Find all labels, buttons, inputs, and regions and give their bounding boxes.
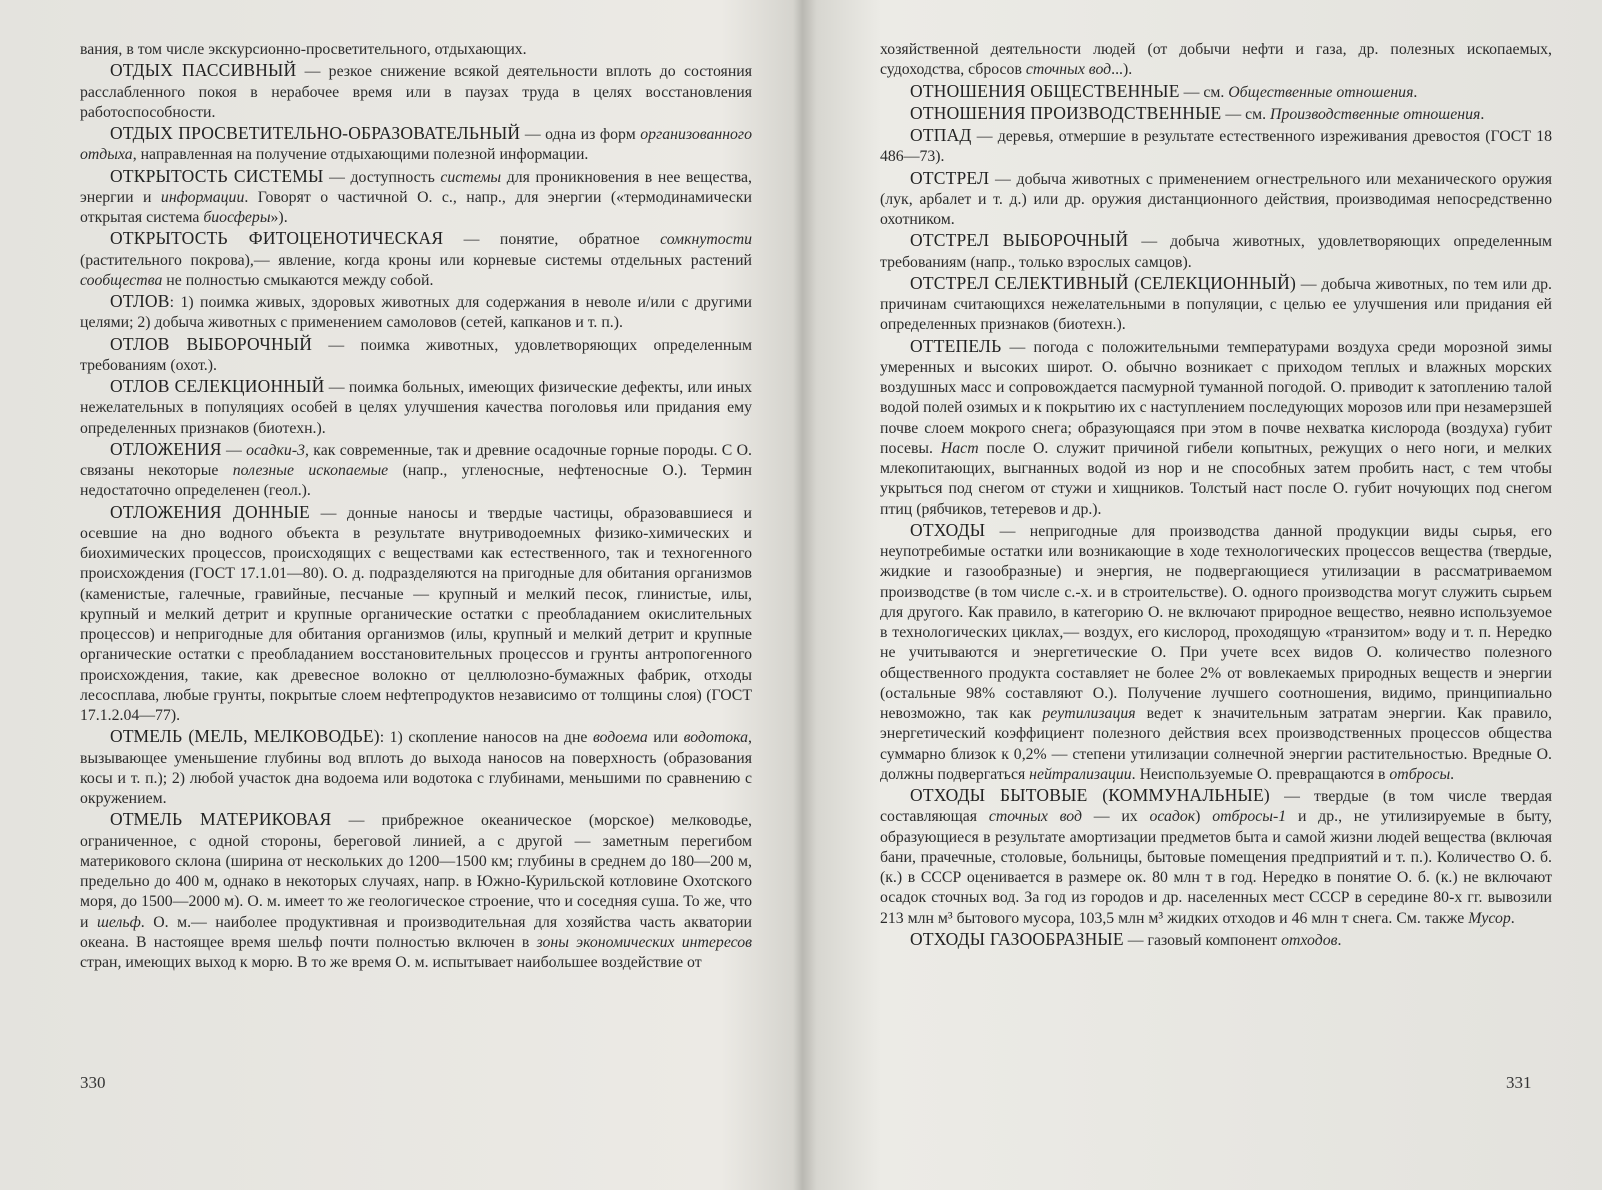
entry-text: — деревья, отмершие в результате естественного изреживания древостоя (ГОСТ 18 486—73). — [880, 128, 1552, 166]
cross-reference: реутилизация — [1042, 705, 1136, 722]
entry-term: ОТДЫХ ПАССИВНЫЙ — [110, 60, 297, 81]
entry-text: . — [1480, 105, 1485, 123]
entry-term: ОТЛОВ ВЫБОРОЧНЫЙ — [110, 333, 313, 354]
cross-reference: зоны экономических интересов — [536, 933, 753, 951]
dictionary-entry — [880, 230, 1552, 273]
entry-text: : 1) скопление наносов на дне — [379, 729, 593, 747]
page-number-right: 331 — [1506, 1073, 1532, 1092]
cross-reference: Производственные отношения — [1270, 105, 1481, 123]
entry-text: . — [1510, 909, 1515, 927]
entry-term: ОТСТРЕЛ ВЫБОРОЧНЫЙ — [910, 230, 1129, 251]
cross-reference: Общественные отношения — [1228, 83, 1414, 101]
cross-reference: Мусор — [1468, 909, 1511, 927]
entry-text: (растительного покрова),— явление, когда кроны или корневые системы отдельных растений — [80, 251, 752, 269]
cross-reference: водоема — [592, 729, 648, 747]
entry-text: ведет к значительным затратам энергии. Как правило, энергетический коэффициент полезного действия всех производственных процессов общества суммарно близок к 0,2% — степени утилизации солнечной энергии растительностью. Вредные О. должны подвергаться — [880, 705, 1552, 783]
entry-text: — резкое снижение всякой деятельности вплоть до состояния расслабленного покоя в нерабочее время или в паузах труда в целях восстановления работоспособности. — [80, 63, 752, 121]
entry-text: после О. служит причиной гибели копытных, режущих о него ноги, и мелких млекопитающих, выгнанных водой из нор и не способных затем пробить наст, с тем чтобы укрыться под снегом от стужи и хищников. Толстый наст после О. губит ночующих под снегом птиц (рябчиков, тетеревов и др.). — [880, 439, 1552, 518]
entry-term: ОТПАД — [910, 125, 972, 145]
entry-text: . Неиспользуемые О. превращаются в — [1131, 765, 1390, 783]
cross-reference: полезные ископаемые — [232, 462, 389, 479]
entry-text: ) — [1195, 808, 1213, 826]
dictionary-entry — [80, 40, 752, 60]
dictionary-entry — [80, 291, 752, 334]
cross-reference: отбросы-1 — [1212, 808, 1287, 826]
entry-text: — твердые (в том числе твердая составляющая — [880, 788, 1552, 826]
entry-text: — понятие, обратное — [443, 231, 661, 249]
entry-term: ОТКРЫТОСТЬ ФИТОЦЕНОТИЧЕСКАЯ — [110, 228, 444, 249]
entry-text: — см. — [1179, 83, 1229, 101]
dictionary-entry — [880, 81, 1552, 103]
entry-text: не полностью смыкаются между собой. — [162, 271, 434, 289]
dictionary-entry — [880, 929, 1552, 951]
entry-text: — см. — [1221, 105, 1271, 123]
dictionary-entry — [80, 439, 752, 502]
entry-term: ОТСТРЕЛ — [910, 167, 990, 188]
cross-reference: сточных вод — [988, 808, 1082, 826]
entry-term: ОТЛОВ СЕЛЕКЦИОННЫЙ — [110, 376, 325, 396]
dictionary-entry — [880, 125, 1552, 168]
entry-text: : 1) поимка живых, здоровых животных для содержания в неволе и/или с другими целями; 2) добыча животных с применением самоловов (сетей, капканов и т. п.). — [80, 294, 752, 332]
entry-text: . — [1337, 931, 1342, 949]
dictionary-entry — [80, 726, 752, 809]
entry-text: или — [647, 729, 684, 747]
entry-term: ОТЛОВ — [110, 291, 170, 311]
entry-text: — непригодные для производства данной продукции виды сырья, его неупотребимые остатки или возникающие в ходе технологических процессов вещества (твердые, жидкие и газообразные) и энергия, не подвергающиеся утилизации в рассматриваемом производстве (в том числе с.-х. и в строительстве). О. одного производства могут служить сырьем для другого. Как правило, в категорию О. не включают природное вещество, неявно используемое в технологических циклах,— воздух, его кислород, проходящую «транзитом» воду и т. п. Нередко не учитываются и энергетические О. При учете всех видов О. количество полезного общественного продукта составляет не более 2% от вовлекаемых природных веществ и энергии (остальные 98% составляют О.). Получение лучшего соотношения, видимо, принципиально невозможно, так как — [880, 522, 1552, 722]
dictionary-entry — [880, 336, 1552, 520]
cross-reference: шельф — [96, 913, 141, 931]
cross-reference: системы — [440, 168, 502, 186]
cross-reference: биосферы — [203, 209, 271, 226]
entry-term: ОТТЕПЕЛЬ — [910, 335, 1002, 356]
left-page — [80, 40, 752, 1180]
dictionary-entry — [80, 376, 752, 439]
entry-text: и др., не утилизируемые в быту, образующиеся в результате амортизации предметов быта и самой жизни людей вещества (включая бани, прачечные, столовые, больницы, бытовые помещения предприятий и т. п.). Количество О. б. (к.) в СССР оценивается в размере ок. 80 млн т в год. Нередко в понятие О. б. (к.) не включают осадок сточных вод. За год из городов и др. населенных мест СССР в середине 80-х гг. вывозили 213 млн м³ бытового мусора, 103,5 млн м³ жидких отходов и 46 млн т снега. См. также — [880, 808, 1552, 927]
dictionary-entry — [880, 273, 1552, 336]
entry-text: — газовый компонент — [1123, 931, 1282, 949]
right-page — [880, 40, 1552, 1180]
entry-term: ОТКРЫТОСТЬ СИСТЕМЫ — [110, 165, 324, 186]
entry-term: ОТНОШЕНИЯ ОБЩЕСТВЕННЫЕ — [910, 80, 1180, 101]
dictionary-entry — [80, 60, 752, 123]
cross-reference: осадки-3 — [246, 441, 305, 459]
entry-text: — добыча животных, удовлетворяющих определенным требованиям (напр., только взрослых самцов). — [880, 233, 1552, 271]
entry-text: . — [1413, 83, 1418, 101]
entry-term: ОТНОШЕНИЯ ПРОИЗВОДСТВЕННЫЕ — [910, 102, 1222, 123]
entry-text: . — [1450, 765, 1455, 783]
dictionary-entry — [880, 103, 1552, 125]
cross-reference: отходов — [1281, 931, 1338, 949]
cross-reference: сомкнутости — [660, 231, 752, 249]
cross-reference: сообщества — [80, 271, 163, 289]
dictionary-entry — [880, 168, 1552, 231]
entry-text: ...). — [1111, 61, 1133, 79]
entry-text: (напр., угленосные, нефтеносные О.). Термин недостаточно определенен (геол.). — [80, 462, 753, 500]
entry-text: для проникновения в нее вещества, энергии и — [80, 168, 753, 206]
entry-text: — донные наносы и твердые частицы, образовавшиеся и осевшие на дно водного объекта в результате внутриводоемных физико-химических и биохимических процессов, происходящих с веществами как естественного, так и техногенного происхождения (ГОСТ 17.1.01—80). О. д. подразделяются на пригодные для обитания организмов (каменистые, галечные, гравийные, песчаные — крупный и мелкий песок, глинистые, илы, крупный и мелкий детрит и крупные органические остатки с преобладанием окислительных процессов) и непригодные для обитания организмов (илы, крупный и мелкий детрит и крупные органические остатки с преобладанием восстановительных процессов и грунты антропогенного происхождения, такие, как древесное волокно от целлюлозно-бумажных фабрик, отходы лесосплава, любые грунты, покрытые слоем нефтепродуктов независимо от толщины слоя) (ГОСТ 17.1.2.04—77). — [80, 504, 752, 724]
dictionary-entry — [880, 520, 1552, 785]
entry-term: ОТДЫХ ПРОСВЕТИТЕЛЬНО-ОБРАЗОВАТЕЛЬНЫЙ — [110, 123, 521, 143]
entry-text: — добыча животных с применением огнестрельного или механического оружия (лук, арбалет и т. д.) или др. оружия дистанционного действия, производимая непосредственно охотником. — [880, 170, 1552, 228]
cross-reference: водотока — [683, 729, 749, 747]
entry-text: — поимка животных, удовлетворяющих определенным требованиям (охот.). — [80, 336, 752, 374]
cross-reference: Наст — [940, 439, 979, 457]
entry-text: — доступность — [323, 168, 441, 186]
entry-text: , как современные, так и древние осадочные горные породы. С О. связаны некоторые — [80, 441, 752, 479]
page-number-left: 330 — [80, 1073, 106, 1092]
entry-text: — погода с положительными температурами воздуха среди морозной зимы умеренных и высоких широт. О. обычно возникает с приходом теплых и влажных морских воздушных масс и сопровождается пасмурной туманной погодой. О. приводит к затоплению талой водой полей озимых и к покрытию их с наступлением последующих морозов или при незамерзшей почве слоем мокрого снега; образующаяся при этом в почве нехватка кислорода (воздуха) губит посевы. — [880, 338, 1553, 457]
dictionary-entry — [80, 502, 752, 727]
cross-reference: осадок — [1149, 808, 1196, 826]
dictionary-entry — [80, 123, 752, 166]
entry-text: . Говорят о частичной О. с., напр., для энергии («термодинамически открытая система — [80, 188, 752, 226]
entry-text: стран, имеющих выход к морю. В то же время О. м. испытывает наибольшее воздействие от — [80, 954, 702, 971]
entry-term: ОТМЕЛЬ МАТЕРИКОВАЯ — [110, 809, 332, 830]
entry-text: — поимка больных, имеющих физические дефекты, или иных нежелательных в популяциях особей в целях улучшения качества поголовья или придания ему определенных признаков (биотехн.). — [80, 379, 753, 437]
dictionary-entry — [80, 228, 752, 291]
cross-reference: организованного отдыха — [80, 126, 752, 164]
entry-term: ОТХОДЫ БЫТОВЫЕ (КОММУНАЛЬНЫЕ) — [910, 785, 1270, 805]
entry-text: , направленная на получение отдыхающими полезной информации. — [132, 146, 589, 164]
cross-reference: нейтрализации — [1029, 765, 1132, 783]
entry-text: — их — [1081, 808, 1150, 826]
entry-text: — одна из форм — [520, 126, 641, 143]
entry-text: — добыча животных, по тем или др. причинам считающихся нежелательными в популяции, с целью ее улучшения или придания ей определенных признаков (биотехн.). — [880, 275, 1552, 334]
dictionary-entry — [80, 334, 752, 377]
cross-reference: отбросы — [1389, 765, 1451, 783]
entry-term: ОТСТРЕЛ СЕЛЕКТИВНЫЙ (СЕЛЕКЦИОННЫЙ) — [910, 272, 1296, 293]
cross-reference: информации — [160, 188, 245, 206]
entry-text: — — [221, 441, 247, 459]
dictionary-entry — [880, 40, 1552, 81]
entry-text: »). — [270, 209, 288, 226]
dictionary-entry — [80, 809, 752, 973]
entry-term: ОТХОДЫ — [910, 519, 986, 540]
entry-term: ОТЛОЖЕНИЯ — [110, 438, 222, 459]
entry-term: ОТМЕЛЬ (МЕЛЬ, МЕЛКОВОДЬЕ) — [110, 726, 380, 747]
entry-text: , вызывающее уменьшение глубины вод вплоть до выхода наносов на поверхность (образования косы и т. п.); 2) любой участок дна водоема или водотока с глубинами, меньшими по сравнению с окружением. — [80, 729, 752, 807]
entry-text: вания, в том числе экскурсионно-просветительного, отдыхающих. — [80, 41, 527, 58]
entry-text: . О. м.— наиболее продуктивная и производительная для хозяйства часть акватории океана. В настоящее время шельф почти полностью включен в — [80, 913, 752, 951]
dictionary-entry — [80, 166, 752, 229]
entry-term: ОТЛОЖЕНИЯ ДОННЫЕ — [110, 501, 310, 522]
entry-text: — прибрежное океаническое (морское) мелководье, ограниченное, с одной стороны, береговой линией, а с другой — заметным перегибом материкового склона (ширина от нескольких до 1200—1500 км; глубины в среднем до 180—200 м, предельно до 400 м, однако в некоторых случаях, напр. в Южно-Курильской котловине Охотского моря, до 1500—2000 м). О. м. имеет то же геологическое строение, что и соседняя суша. То же, что и — [80, 812, 752, 931]
entry-text: хозяйственной деятельности людей (от добычи нефти и газа, др. полезных ископаемых, судоходства, сбросов — [880, 41, 1552, 79]
entry-term: ОТХОДЫ ГАЗООБРАЗНЫЕ — [910, 928, 1124, 949]
cross-reference: сточных вод — [1025, 61, 1112, 79]
dictionary-entry — [880, 785, 1552, 929]
